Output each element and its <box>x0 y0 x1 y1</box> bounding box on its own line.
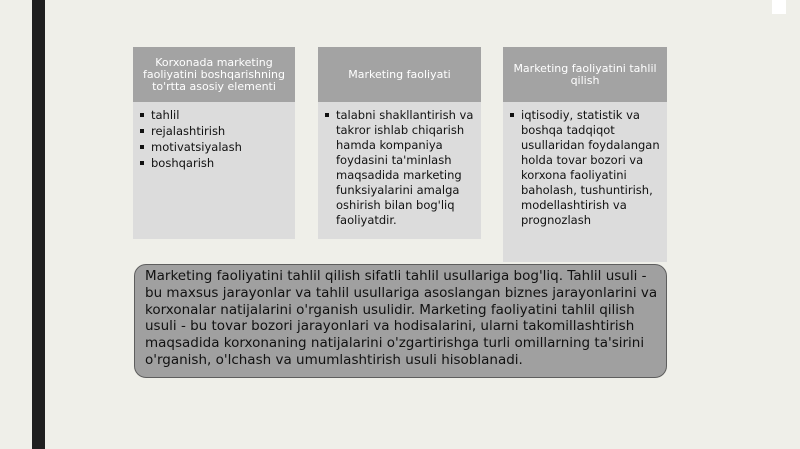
column-1-header <box>133 47 295 102</box>
list-item: talabni shakllantirish va takror ishlab chiqarish hamda kompaniya foydasini ta'minlash maqsadida marketing funksiyalarini amalga oshirish bilan bog'liq faoliyatdir. <box>324 108 475 228</box>
column-3-body <box>503 102 667 262</box>
column-3-header <box>503 47 667 102</box>
column-1-header-text: Korxonada marketing faoliyatini boshqarishning to'rtta asosiy elementi <box>143 55 286 93</box>
column-3-list <box>509 108 661 228</box>
column-2-header-text: Marketing faoliyati <box>348 67 451 81</box>
list-item: tahlil <box>139 108 289 123</box>
column-3-header-text: Marketing faoliyatini tahlil qilish <box>513 61 657 87</box>
list-item: iqtisodiy, statistik va boshqa tadqiqot usullaridan foydalangan holda tovar bozori va korxona faoliyatini baholash, tushuntirish, modellashtirish va prognozlash <box>509 108 661 228</box>
left-accent-bar <box>32 0 45 449</box>
list-item: motivatsiyalash <box>139 140 289 155</box>
list-item: rejalashtirish <box>139 124 289 139</box>
column-1-body <box>133 102 295 239</box>
summary-text: Marketing faoliyatini tahlil qilish sifatli tahlil usullariga bog'liq. Tahlil usuli - bu maxsus jarayonlar va tahlil usullariga asoslangan biznes jarayonlarini va korxonalar natijalarini o'rganish usulidir. Marketing faoliyatini tahlil qilish usuli - bu tovar bozori jarayonlari va hodisalarini, ularni takomillashtirish maqsadida korxonaning natijalarini o'zgartirishga turli omillarning ta'sirini o'rganish, o'lchash va umumlashtirish usuli hisoblanadi. <box>145 268 658 368</box>
column-2-body <box>318 102 481 239</box>
column-2-header <box>318 47 481 102</box>
column-2-list <box>324 108 475 228</box>
column-1-list <box>139 108 289 171</box>
list-item: boshqarish <box>139 156 289 171</box>
corner-square <box>772 0 786 14</box>
